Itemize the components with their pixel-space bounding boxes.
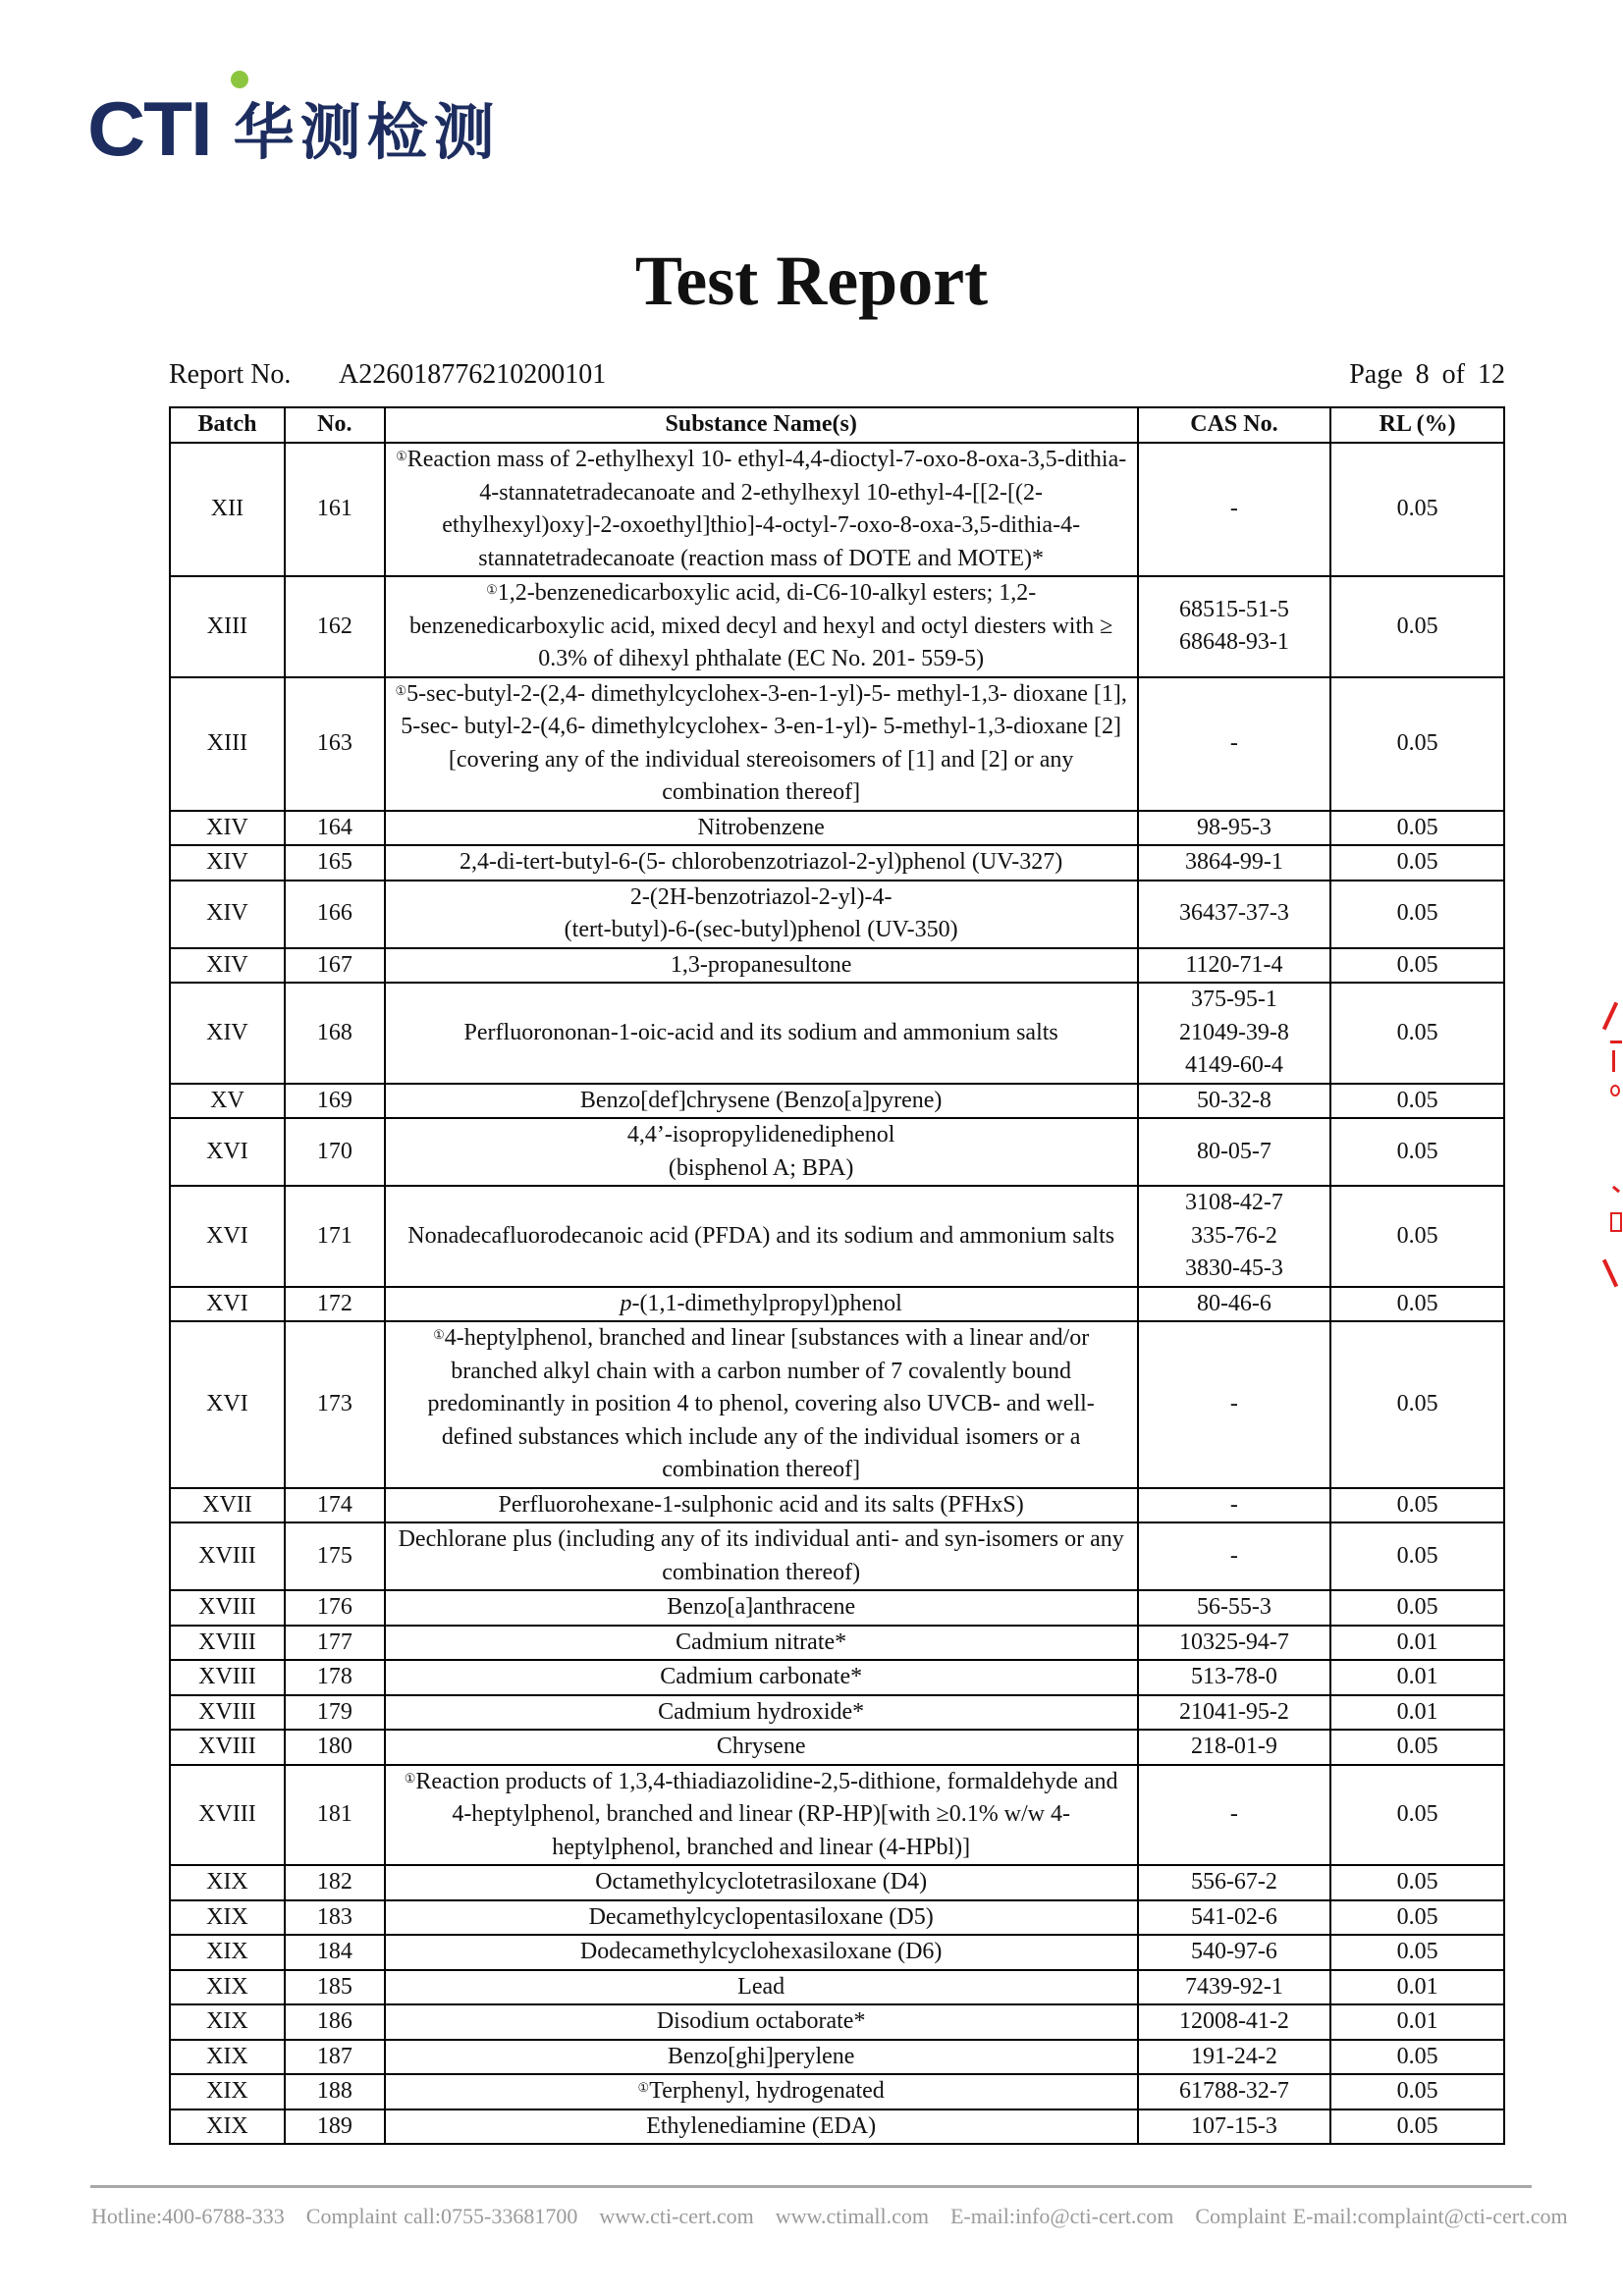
table-row: [170, 2040, 1504, 2075]
cas-number: -: [1229, 1391, 1238, 1416]
table-row: [170, 1321, 1504, 1488]
footer-divider: [90, 2185, 1532, 2188]
cell-batch: XVIII: [170, 1590, 285, 1626]
cell-cas-no: [1138, 1522, 1331, 1590]
substance-name-text: Dodecamethylcyclohexasiloxane (D6): [579, 1939, 943, 1964]
table-row: [170, 443, 1504, 576]
cell-no: 168: [285, 983, 385, 1084]
cell-substance-name: [385, 1626, 1138, 1661]
page-indicator: Page 8 of 12: [1349, 359, 1505, 390]
cell-cas-no: [1138, 576, 1331, 677]
cell-substance-name: [385, 1287, 1138, 1322]
logo-green-dot-icon: [231, 71, 248, 88]
substance-name-text: 2-(2H-benzotriazol-2-yl)-4- (tert-butyl)-6-(sec-butyl)phenol (UV-350): [564, 883, 958, 942]
cas-number: 218-01-9: [1190, 1734, 1277, 1759]
cell-cas-no: [1138, 948, 1331, 984]
cell-batch: XIX: [170, 1900, 285, 1936]
table-row: [170, 1488, 1504, 1523]
cell-batch: XVI: [170, 1321, 285, 1488]
header-cas-no: CAS No.: [1138, 407, 1331, 443]
cell-no: 181: [285, 1765, 385, 1866]
cell-rl: 0.05: [1330, 1865, 1504, 1900]
substance-name-text: Disodium octaborate*: [656, 2008, 866, 2034]
cell-batch: XIX: [170, 2004, 285, 2040]
cas-number: 21049-39-8: [1178, 1019, 1289, 1045]
cell-substance-name: [385, 1186, 1138, 1287]
cell-substance-name: [385, 845, 1138, 881]
cell-no: 183: [285, 1900, 385, 1936]
cell-substance-name: [385, 881, 1138, 948]
cell-no: 187: [285, 2040, 385, 2075]
cell-batch: XIV: [170, 948, 285, 984]
cell-cas-no: [1138, 1626, 1331, 1661]
cell-no: 184: [285, 1935, 385, 1970]
cell-no: 172: [285, 1287, 385, 1322]
header-batch: Batch: [170, 407, 285, 443]
header-no: No.: [285, 407, 385, 443]
cell-no: 176: [285, 1590, 385, 1626]
substance-name-text: Reaction mass of 2-ethylhexyl 10- ethyl-4,4-dioctyl-7-oxo-8-oxa-3,5-dithia-4-stannatetradecanoate and 2-ethylhexyl 10-ethyl-4-[[2-[(2-ethylhexyl)oxy]-2-oxoethyl]thio]-4-octyl-7-oxo-8-oxa-3,5-dithia-4-stannatetradecanoate (reaction mass of DOTE and MOTE)*: [406, 447, 1127, 571]
substance-name-text: 2,4-di-tert-butyl-6-(5- chlorobenzotriazol-2-yl)phenol (UV-327): [460, 849, 1063, 875]
cell-cas-no: [1138, 1488, 1331, 1523]
cell-substance-name: [385, 1695, 1138, 1731]
cell-batch: XIV: [170, 881, 285, 948]
cell-substance-name: [385, 677, 1138, 811]
substance-name-text: Benzo[a]anthracene: [667, 1594, 856, 1620]
cell-substance-name: [385, 1590, 1138, 1626]
report-number: A226018776210200101: [339, 359, 607, 390]
cas-number: 191-24-2: [1190, 2043, 1277, 2069]
cell-substance-name: [385, 1970, 1138, 2005]
cas-number: 4149-60-4: [1184, 1052, 1283, 1078]
cell-cas-no: [1138, 677, 1331, 811]
cell-batch: XVIII: [170, 1765, 285, 1866]
table-row: [170, 1590, 1504, 1626]
cas-number: 50-32-8: [1196, 1087, 1271, 1113]
substance-name-text: Cadmium carbonate*: [660, 1664, 863, 1689]
cell-no: 162: [285, 576, 385, 677]
cell-cas-no: [1138, 1935, 1331, 1970]
footer-contact-info: [91, 2204, 1590, 2229]
header-rl: RL (%): [1330, 407, 1504, 443]
cell-no: 167: [285, 948, 385, 984]
cas-number: 107-15-3: [1190, 2112, 1277, 2139]
cell-no: 173: [285, 1321, 385, 1488]
cell-substance-name: [385, 811, 1138, 846]
cell-cas-no: [1138, 1695, 1331, 1731]
cell-no: 179: [285, 1695, 385, 1731]
cell-cas-no: [1138, 2074, 1331, 2109]
table-body: [170, 443, 1504, 2144]
cas-number: 98-95-3: [1196, 814, 1271, 840]
cell-substance-name: [385, 443, 1138, 576]
cell-rl: 0.01: [1330, 1695, 1504, 1731]
cell-rl: 0.05: [1330, 1935, 1504, 1970]
cell-cas-no: [1138, 1765, 1331, 1866]
red-seal-stamp-icon: [1606, 1001, 1623, 1286]
substance-name-text: 1,3-propanesultone: [670, 951, 852, 978]
cell-rl: 0.05: [1330, 811, 1504, 846]
cell-cas-no: [1138, 1970, 1331, 2005]
cell-cas-no: [1138, 845, 1331, 881]
substance-table: [169, 406, 1505, 2145]
cell-rl: 0.05: [1330, 2109, 1504, 2145]
substance-name-text: Reaction products of 1,3,4-thiadiazolidine-2,5-dithione, formaldehyde and 4-heptylphenol, branched and linear (RP-HP)[with ≥0.1% w/w 4-heptylphenol, branched and linear (4-HPbl)]: [415, 1768, 1118, 1860]
cas-number: 556-67-2: [1190, 1869, 1277, 1895]
table-row: [170, 1660, 1504, 1695]
cell-cas-no: [1138, 1900, 1331, 1936]
cell-rl: 0.05: [1330, 983, 1504, 1084]
substance-name-text: 1,2-benzenedicarboxylic acid, di-C6-10-alkyl esters; 1,2-benzenedicarboxylic acid, mixed decyl and hexyl and octyl diesters with ≥ 0.3% of dihexyl phthalate (EC No. 201- 559-5): [409, 580, 1113, 671]
cas-number: -: [1229, 496, 1238, 522]
table-row: [170, 1522, 1504, 1590]
cell-rl: 0.05: [1330, 1287, 1504, 1322]
cas-number: 375-95-1: [1190, 987, 1277, 1012]
table-row: [170, 1900, 1504, 1936]
table-row: [170, 1118, 1504, 1186]
cell-substance-name: [385, 1660, 1138, 1695]
cell-cas-no: [1138, 1321, 1331, 1488]
cell-batch: XIX: [170, 1935, 285, 1970]
cell-batch: XII: [170, 443, 285, 576]
cas-number: 12008-41-2: [1178, 2008, 1289, 2034]
cell-batch: XV: [170, 1084, 285, 1119]
cell-batch: XVII: [170, 1488, 285, 1523]
footnote-marker: ①: [637, 2080, 650, 2095]
substance-name-text: 4,4’-isopropylidenediphenol (bisphenol A; BPA): [626, 1122, 895, 1181]
cell-batch: XVIII: [170, 1695, 285, 1731]
substance-name-text: Cadmium nitrate*: [676, 1629, 847, 1655]
cell-no: 170: [285, 1118, 385, 1186]
cell-substance-name: [385, 1765, 1138, 1866]
cell-no: 186: [285, 2004, 385, 2040]
table-row: [170, 677, 1504, 811]
cell-no: 163: [285, 677, 385, 811]
table-row: [170, 576, 1504, 677]
footer-complaint-email[interactable]: Complaint E-mail:complaint@cti-cert.com: [1195, 2204, 1568, 2228]
cell-no: 185: [285, 1970, 385, 2005]
cell-no: 165: [285, 845, 385, 881]
cas-number: 541-02-6: [1190, 1903, 1277, 1930]
substance-name-text: Terphenyl, hydrogenated: [649, 2078, 885, 2104]
cell-substance-name: [385, 1900, 1138, 1936]
table-row: [170, 1287, 1504, 1322]
report-number-label: Report No.: [169, 359, 292, 390]
cell-no: 175: [285, 1522, 385, 1590]
cell-no: 169: [285, 1084, 385, 1119]
cell-cas-no: [1138, 1865, 1331, 1900]
cell-batch: XIX: [170, 1865, 285, 1900]
table-row: [170, 1935, 1504, 1970]
table-row: [170, 2109, 1504, 2145]
cell-substance-name: [385, 1522, 1138, 1590]
cell-batch: XVI: [170, 1118, 285, 1186]
table-row: [170, 1626, 1504, 1661]
cell-rl: 0.05: [1330, 1730, 1504, 1765]
table-row: [170, 1084, 1504, 1119]
footnote-marker: ①: [396, 449, 407, 463]
table-row: [170, 1865, 1504, 1900]
cell-cas-no: [1138, 1118, 1331, 1186]
substance-name-text: Cadmium hydroxide*: [658, 1698, 865, 1725]
footer-complaint-call: Complaint call:0755-33681700: [305, 2204, 578, 2228]
cell-cas-no: [1138, 1730, 1331, 1765]
table-row: [170, 2004, 1504, 2040]
cas-number: 3864-99-1: [1184, 849, 1283, 875]
cas-number: 80-05-7: [1196, 1138, 1271, 1164]
cell-substance-name: [385, 983, 1138, 1084]
cell-substance-name: [385, 2040, 1138, 2075]
cell-substance-name: [385, 1084, 1138, 1119]
cell-substance-name: [385, 948, 1138, 984]
cell-no: 174: [285, 1488, 385, 1523]
cell-no: 166: [285, 881, 385, 948]
table-row: [170, 811, 1504, 846]
table-row: [170, 1186, 1504, 1287]
cell-rl: 0.05: [1330, 1765, 1504, 1866]
cell-cas-no: [1138, 1186, 1331, 1287]
substance-name-text: Decamethylcyclopentasiloxane (D5): [588, 1903, 934, 1930]
page-title: Test Report: [634, 241, 989, 320]
cell-substance-name: [385, 1865, 1138, 1900]
cas-number: 56-55-3: [1196, 1594, 1271, 1620]
table-row: [170, 845, 1504, 881]
cell-rl: 0.05: [1330, 443, 1504, 576]
cell-batch: XVIII: [170, 1626, 285, 1661]
footer-hotline: Hotline:400-6788-333: [91, 2204, 285, 2228]
cell-rl: 0.05: [1330, 1488, 1504, 1523]
substance-name-text: -(1,1-dimethylpropyl)phenol: [631, 1290, 902, 1316]
substance-name-text: Perfluorononan-1-oic-acid and its sodium and ammonium salts: [463, 1019, 1058, 1045]
cell-no: 189: [285, 2109, 385, 2145]
footnote-marker: ①: [486, 582, 498, 597]
cell-rl: 0.05: [1330, 1118, 1504, 1186]
cas-number: 21041-95-2: [1178, 1698, 1289, 1725]
cell-batch: XIV: [170, 983, 285, 1084]
cell-rl: 0.01: [1330, 1626, 1504, 1661]
cell-substance-name: [385, 1730, 1138, 1765]
cell-batch: XIV: [170, 811, 285, 846]
cell-substance-name: [385, 1118, 1138, 1186]
cell-batch: XVIII: [170, 1730, 285, 1765]
cas-number: 10325-94-7: [1178, 1629, 1289, 1655]
cas-number: 61788-32-7: [1178, 2078, 1289, 2104]
cas-number: 3830-45-3: [1184, 1255, 1283, 1281]
cell-no: 171: [285, 1186, 385, 1287]
footnote-marker: ①: [395, 682, 407, 698]
cell-batch: XVIII: [170, 1522, 285, 1590]
cell-substance-name: [385, 1321, 1138, 1488]
footer-website[interactable]: www.cti-cert.com: [599, 2204, 754, 2228]
cell-rl: 0.01: [1330, 1660, 1504, 1695]
cell-substance-name: [385, 2004, 1138, 2040]
table-header-row: [170, 407, 1504, 443]
table-row: [170, 1695, 1504, 1731]
cell-rl: 0.05: [1330, 1186, 1504, 1287]
cell-cas-no: [1138, 2004, 1331, 2040]
cell-no: 161: [285, 443, 385, 576]
substance-name-text: Nitrobenzene: [697, 814, 825, 840]
substance-name-italic-prefix: p: [620, 1290, 632, 1316]
cell-rl: 0.01: [1330, 2004, 1504, 2040]
cell-cas-no: [1138, 2040, 1331, 2075]
header-substance-name: Substance Name(s): [385, 407, 1138, 443]
cell-rl: 0.05: [1330, 1084, 1504, 1119]
cell-cas-no: [1138, 1590, 1331, 1626]
logo-chinese-text: 华测检测: [233, 96, 501, 168]
cell-cas-no: [1138, 811, 1331, 846]
cell-substance-name: [385, 576, 1138, 677]
cell-substance-name: [385, 2109, 1138, 2145]
cell-rl: 0.05: [1330, 2074, 1504, 2109]
table-row: [170, 881, 1504, 948]
cas-number: 335-76-2: [1190, 1222, 1277, 1249]
cell-rl: 0.05: [1330, 1900, 1504, 1936]
cell-rl: 0.05: [1330, 881, 1504, 948]
cell-batch: XIX: [170, 2109, 285, 2145]
table-row: [170, 1765, 1504, 1866]
cell-cas-no: [1138, 1660, 1331, 1695]
substance-name-text: Benzo[def]chrysene (Benzo[a]pyrene): [579, 1087, 943, 1113]
table-row: [170, 983, 1504, 1084]
substance-name-text: Ethylenediamine (EDA): [646, 2112, 877, 2139]
cas-number: 540-97-6: [1190, 1939, 1277, 1964]
cas-number: 36437-37-3: [1178, 900, 1289, 927]
table-row: [170, 1970, 1504, 2005]
cell-batch: XIII: [170, 677, 285, 811]
cell-cas-no: [1138, 881, 1331, 948]
cell-batch: XVI: [170, 1287, 285, 1322]
cell-batch: XIV: [170, 845, 285, 881]
cell-rl: 0.05: [1330, 576, 1504, 677]
cell-rl: 0.05: [1330, 1522, 1504, 1590]
substance-name-text: Chrysene: [716, 1734, 806, 1759]
table-row: [170, 1730, 1504, 1765]
substance-name-text: Dechlorane plus (including any of its individual anti- and syn-isomers or any combination thereof): [398, 1526, 1124, 1585]
cell-cas-no: [1138, 983, 1331, 1084]
substance-name-text: 5-sec-butyl-2-(2,4- dimethylcyclohex-3-en-1-yl)-5- methyl-1,3- dioxane [1], 5-sec- butyl-2-(4,6- dimethylcyclohex- 3-en-1-yl)- 5-methyl-1,3-dioxane [2] [covering any of the individual stereoisomers of [1] and [2] or any combination thereof]: [401, 680, 1127, 805]
cell-batch: XIX: [170, 1970, 285, 2005]
cell-substance-name: [385, 1935, 1138, 1970]
cas-number: -: [1229, 1542, 1238, 1569]
cell-batch: XIII: [170, 576, 285, 677]
cell-rl: 0.05: [1330, 1590, 1504, 1626]
cas-number: 513-78-0: [1190, 1664, 1277, 1689]
substance-name-text: Lead: [737, 1973, 785, 2000]
cell-no: 188: [285, 2074, 385, 2109]
substance-name-text: Octamethylcyclotetrasiloxane (D4): [595, 1869, 928, 1895]
cell-batch: XIX: [170, 2074, 285, 2109]
footer-email[interactable]: E-mail:info@cti-cert.com: [949, 2204, 1174, 2228]
footer-mall-website[interactable]: www.ctimall.com: [775, 2204, 929, 2228]
cas-number: 80-46-6: [1196, 1290, 1271, 1316]
cas-number: 1120-71-4: [1185, 951, 1283, 978]
cell-batch: XVIII: [170, 1660, 285, 1695]
logo-cti-text: CTI: [87, 85, 211, 172]
cas-number: 68648-93-1: [1178, 629, 1289, 656]
cas-number: -: [1229, 1491, 1238, 1518]
cell-rl: 0.05: [1330, 948, 1504, 984]
cell-substance-name: [385, 1488, 1138, 1523]
cell-substance-name: [385, 2074, 1138, 2109]
table-row: [170, 948, 1504, 984]
footnote-marker: ①: [404, 1770, 416, 1786]
cell-rl: 0.05: [1330, 845, 1504, 881]
substance-name-text: Benzo[ghi]perylene: [667, 2043, 855, 2069]
cas-number: -: [1229, 729, 1238, 756]
cas-number: -: [1229, 1801, 1238, 1827]
cell-no: 180: [285, 1730, 385, 1765]
cell-no: 182: [285, 1865, 385, 1900]
cell-cas-no: [1138, 1084, 1331, 1119]
cas-number: 68515-51-5: [1178, 596, 1289, 622]
cell-rl: 0.05: [1330, 1321, 1504, 1488]
cell-rl: 0.01: [1330, 1970, 1504, 2005]
cas-number: 7439-92-1: [1184, 1973, 1283, 2000]
cell-rl: 0.05: [1330, 2040, 1504, 2075]
cell-rl: 0.05: [1330, 677, 1504, 811]
cell-batch: XIX: [170, 2040, 285, 2075]
cas-number: 3108-42-7: [1184, 1190, 1283, 1215]
cell-batch: XVI: [170, 1186, 285, 1287]
footnote-marker: ①: [433, 1327, 445, 1342]
company-logo: [87, 69, 501, 172]
substance-name-text: Nonadecafluorodecanoic acid (PFDA) and its sodium and ammonium salts: [407, 1222, 1115, 1249]
substance-name-text: 4-heptylphenol, branched and linear [substances with a linear and/or branched alkyl chain with a carbon number of 7 covalently bound predominantly in position 4 to phenol, covering also UVCB- and well-defined substances which include any of the individual isomers or a combination thereof]: [427, 1325, 1095, 1482]
cell-cas-no: [1138, 443, 1331, 576]
cell-cas-no: [1138, 1287, 1331, 1322]
table-row: [170, 2074, 1504, 2109]
cell-no: 177: [285, 1626, 385, 1661]
cell-no: 164: [285, 811, 385, 846]
cell-no: 178: [285, 1660, 385, 1695]
substance-name-text: Perfluorohexane-1-sulphonic acid and its salts (PFHxS): [498, 1491, 1024, 1518]
cell-cas-no: [1138, 2109, 1331, 2145]
